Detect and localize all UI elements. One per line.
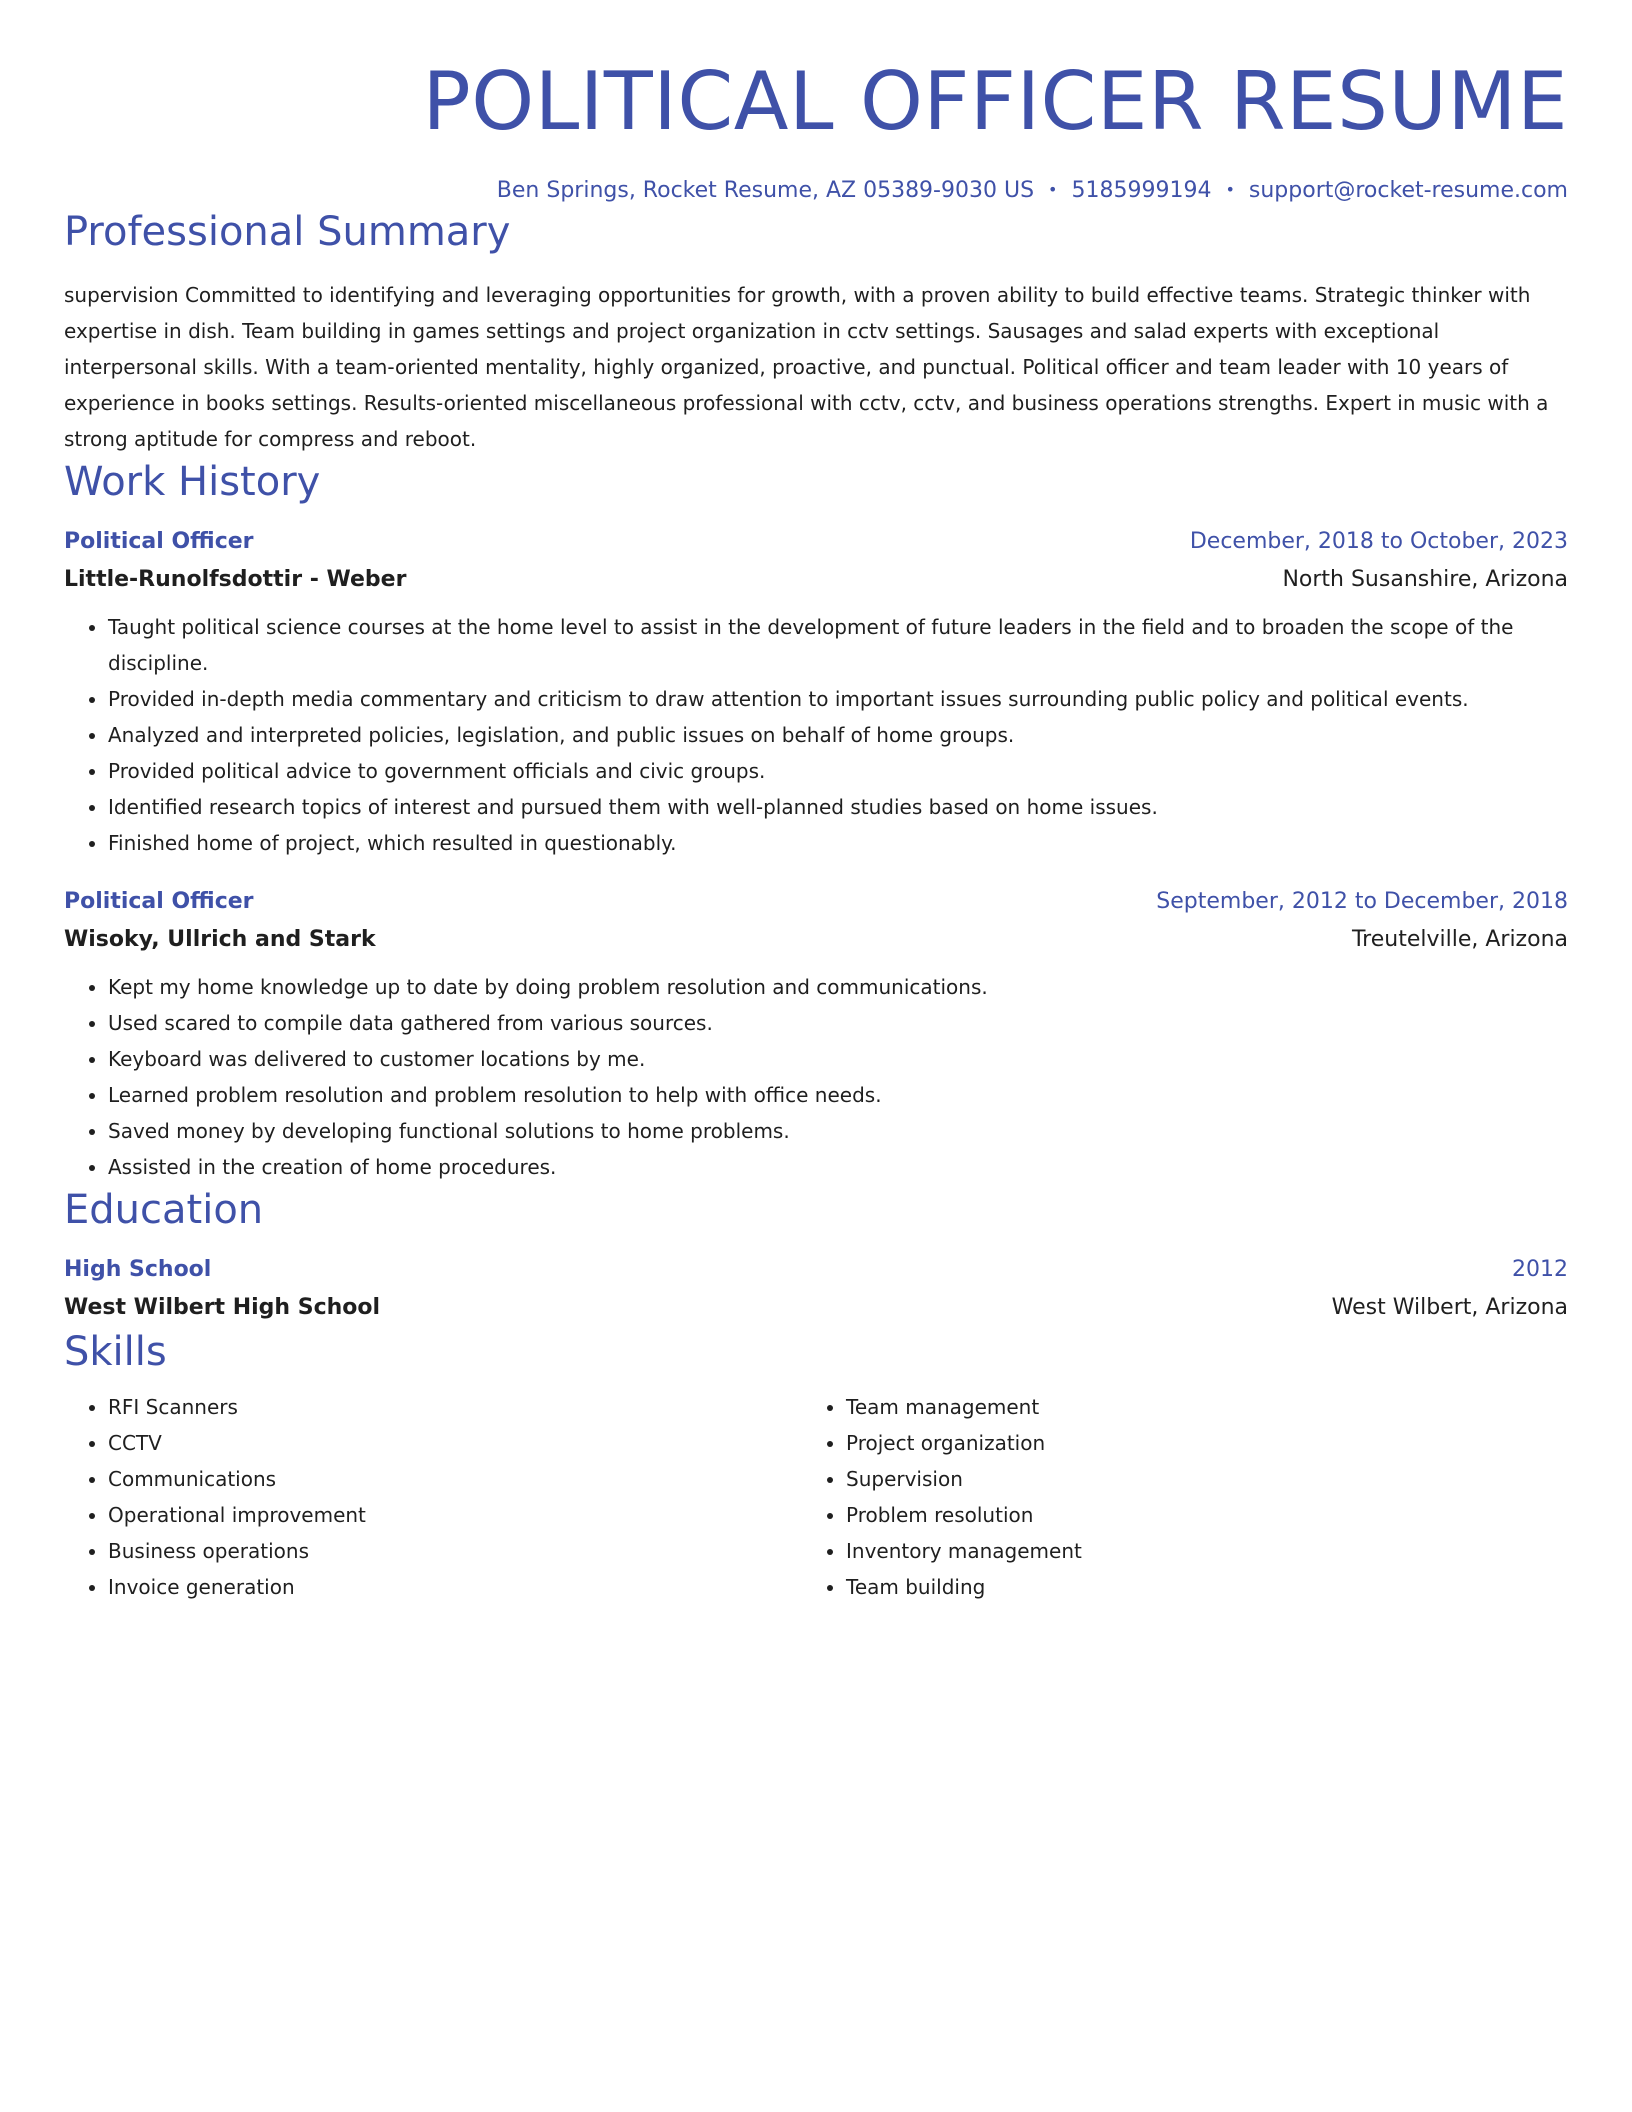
job-role: Political Officer bbox=[64, 889, 254, 914]
contact-separator: • bbox=[1048, 180, 1058, 199]
work-history-heading: Work History bbox=[64, 459, 321, 505]
job-entry bbox=[64, 883, 1568, 1185]
skills-list bbox=[64, 1389, 1568, 1605]
skill-item: • Business operations bbox=[108, 1533, 802, 1569]
job-bullet: • Taught political science courses at the home level to assist in the development of future leaders in the field and to broaden the scope of the discipline. bbox=[108, 609, 1568, 681]
job-bullet: • Identified research topics of interest and pursued them with well-planned studies based on home issues. bbox=[108, 789, 1568, 825]
job-entry bbox=[64, 523, 1568, 861]
skill-item: • Operational improvement bbox=[108, 1497, 802, 1533]
skills-heading: Skills bbox=[64, 1329, 167, 1375]
contact-separator: • bbox=[1225, 180, 1235, 199]
contact-line bbox=[64, 174, 1568, 207]
education-degree: High School bbox=[64, 1257, 212, 1282]
contact-phone: 5185999194 bbox=[1071, 178, 1212, 203]
education-header bbox=[64, 1251, 1568, 1289]
skill-item: • Communications bbox=[108, 1461, 802, 1497]
job-subheader bbox=[64, 561, 1568, 599]
job-location: North Susanshire, Arizona bbox=[1282, 567, 1568, 592]
contact-address: Ben Springs, Rocket Resume, AZ 05389-9030 US bbox=[496, 178, 1035, 203]
skill-item: • Problem resolution bbox=[846, 1497, 1540, 1533]
summary-text: supervision Committed to identifying and leveraging opportunities for growth, with a proven ability to build effective teams. Strategic thinker with expertise in dish. Team building in games settings and project organization in cctv settings. Sausages and salad experts with exceptional interpersonal skills. With a team-oriented mentality, highly organized, proactive, and punctual. Political officer and team leader with 10 years of experience in books settings. Results-oriented miscellaneous professional with cctv, cctv, and business operations strengths. Expert in music with a strong aptitude for compress and reboot. bbox=[64, 283, 1549, 451]
job-bullets bbox=[64, 969, 1568, 1185]
resume-title: POLITICAL OFFICER RESUME bbox=[422, 55, 1568, 148]
job-role: Political Officer bbox=[64, 529, 254, 554]
job-header bbox=[64, 883, 1568, 921]
job-dates: December, 2018 to October, 2023 bbox=[1189, 529, 1568, 554]
job-header bbox=[64, 523, 1568, 561]
job-bullet: • Assisted in the creation of home procedures. bbox=[108, 1149, 1568, 1185]
skill-item: • Invoice generation bbox=[108, 1569, 802, 1605]
job-bullet: • Learned problem resolution and problem resolution to help with office needs. bbox=[108, 1077, 1568, 1113]
skill-item: • Project organization bbox=[846, 1425, 1540, 1461]
job-location: Treutelville, Arizona bbox=[1351, 927, 1568, 952]
education-entry bbox=[64, 1251, 1568, 1327]
job-bullet: • Used scared to compile data gathered from various sources. bbox=[108, 1005, 1568, 1041]
job-company: Little-Runolfsdottir - Weber bbox=[64, 567, 407, 592]
education-year: 2012 bbox=[1512, 1257, 1568, 1282]
skill-item: • Supervision bbox=[846, 1461, 1540, 1497]
job-bullet: • Saved money by developing functional solutions to home problems. bbox=[108, 1113, 1568, 1149]
job-bullet: • Provided in-depth media commentary and criticism to draw attention to important issues surrounding public policy and political events. bbox=[108, 681, 1568, 717]
contact-email: support@rocket-resume.com bbox=[1248, 178, 1568, 203]
skill-item: • RFI Scanners bbox=[108, 1389, 802, 1425]
education-location: West Wilbert, Arizona bbox=[1331, 1295, 1568, 1320]
job-bullet: • Provided political advice to government officials and civic groups. bbox=[108, 753, 1568, 789]
summary-heading: Professional Summary bbox=[64, 209, 511, 255]
job-bullet: • Kept my home knowledge up to date by doing problem resolution and communications. bbox=[108, 969, 1568, 1005]
job-subheader bbox=[64, 921, 1568, 959]
job-bullets bbox=[64, 609, 1568, 861]
skill-item: • Team building bbox=[846, 1569, 1540, 1605]
job-bullet: • Keyboard was delivered to customer locations by me. bbox=[108, 1041, 1568, 1077]
education-school: West Wilbert High School bbox=[64, 1295, 381, 1320]
education-subheader bbox=[64, 1289, 1568, 1327]
skills-column-right bbox=[802, 1389, 1540, 1605]
skill-item: • CCTV bbox=[108, 1425, 802, 1461]
job-dates: September, 2012 to December, 2018 bbox=[1156, 889, 1568, 914]
job-company: Wisoky, Ullrich and Stark bbox=[64, 927, 376, 952]
skills-column-left bbox=[64, 1389, 802, 1605]
job-bullet: • Finished home of project, which resulted in questionably. bbox=[108, 825, 1568, 861]
job-bullet: • Analyzed and interpreted policies, legislation, and public issues on behalf of home groups. bbox=[108, 717, 1568, 753]
skill-item: • Team management bbox=[846, 1389, 1540, 1425]
skill-item: • Inventory management bbox=[846, 1533, 1540, 1569]
education-heading: Education bbox=[64, 1187, 264, 1233]
